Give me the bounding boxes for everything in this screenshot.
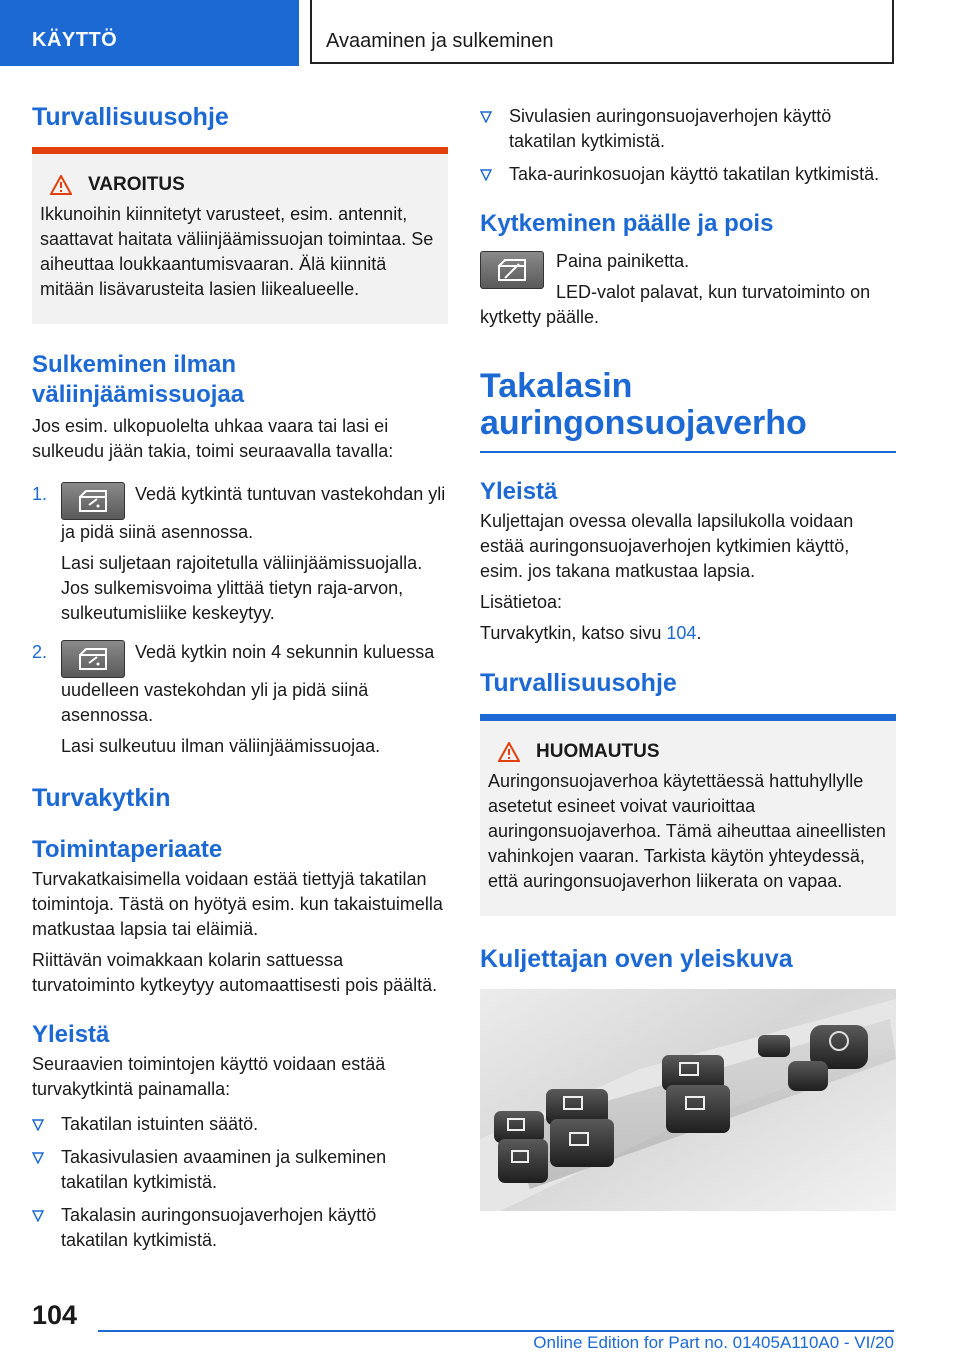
header-section-tab bbox=[0, 0, 299, 66]
notice-title-text: HUOMAUTUS bbox=[536, 740, 660, 762]
closing-heading: Sulkeminen ilman väliinjäämissuojaa bbox=[32, 351, 245, 409]
warning-title bbox=[40, 174, 440, 196]
step-text: Vedä kytkintä tuntuvan vastekohdan yli ja pidä siinä asennossa. bbox=[61, 484, 446, 543]
step-2 bbox=[32, 640, 448, 759]
safety-switch-heading: Turvakytkin bbox=[32, 784, 171, 813]
notice-box bbox=[480, 714, 896, 916]
principle-paragraph-1: Turvakatkaisimella voidaan estää tiettyjä takatilan toimintoja. Tästä on hyötyä esim. kun takaistuimella matkustaa lapsia tai eläimiä. bbox=[32, 868, 443, 939]
window-switch-icon bbox=[61, 482, 125, 520]
principle-heading: Toimintaperiaate bbox=[32, 835, 223, 863]
general-heading: Yleistä bbox=[32, 1020, 110, 1048]
list-item-text: Takasivulasien avaaminen ja sulkeminen takatilan kytkimistä. bbox=[61, 1146, 387, 1192]
list-item-text: Takatilan istuinten säätö. bbox=[61, 1113, 259, 1134]
step-number: 1. bbox=[32, 484, 48, 505]
step-text: Vedä kytkin noin 4 sekunnin kuluessa uudelleen vastekohdan yli ja pidä siinä asennossa. bbox=[61, 642, 435, 726]
right-column bbox=[480, 92, 896, 1211]
onoff-heading: Kytkeminen päälle ja pois bbox=[480, 210, 774, 237]
notice-text: Auringonsuojaverhoa käytettäessä hattuhyllylle asetetut esineet voivat vaurioittaa auringonsuojaverhoa. Tämä aiheuttaa aineellisten vahinkojen vaaran. Tarkista käytön yhteydessä, että auringonsuojaverhon liikerata on vapaa. bbox=[488, 770, 886, 891]
header-chapter-tab bbox=[310, 0, 894, 64]
warning-title-text: VAROITUS bbox=[88, 174, 185, 196]
bullet-triangle-icon bbox=[32, 1119, 44, 1131]
onoff-block bbox=[480, 249, 896, 330]
step-note: Lasi suljetaan rajoitetulla väliinjäämissuojalla. Jos sulkemisvoima ylittää tietyn raja-arvon, sulkeutumisliike keskeytyy. bbox=[61, 553, 423, 624]
bullet-triangle-icon bbox=[480, 169, 492, 181]
closing-intro: Jos esim. ulkopuolelta uhkaa vaara tai lasi ei sulkeudu jään takia, toimi seuraavalla tavalla: bbox=[32, 416, 394, 462]
rear-safety-heading: Turvallisuusohje bbox=[480, 669, 677, 698]
principle-paragraph-2: Riittävän voimakkaan kolarin sattuessa turvatoiminto kytkeytyy automaattisesti pois päältä. bbox=[32, 949, 438, 995]
list-item bbox=[32, 1145, 448, 1195]
list-item-text: Sivulasien auringonsuojaverhojen käyttö takatilan kytkimistä. bbox=[509, 106, 832, 151]
bullet-triangle-icon bbox=[32, 1210, 44, 1222]
notice-title bbox=[488, 741, 888, 763]
warning-text: Ikkunoihin kiinnitetyt varusteet, esim. antennit, saattavat haitata väliinjäämissuojan toimintaa. Se aiheuttaa loukkaantumisvaaran. Älä kiinnitä mitään lisävarusteita lasien liikealueelle. bbox=[40, 204, 434, 300]
chapter-heading: Takalasin auringonsuojaverho bbox=[480, 368, 896, 453]
footer-divider bbox=[98, 1330, 894, 1332]
list-item bbox=[480, 104, 896, 154]
rear-general-heading: Yleistä bbox=[480, 478, 558, 506]
warning-triangle-icon bbox=[50, 175, 72, 195]
list-item-text: Takalasin auringonsuojaverhojen käyttö takatilan kytkimistä. bbox=[61, 1204, 377, 1250]
bullet-triangle-icon bbox=[32, 1152, 44, 1164]
safety-heading: Turvallisuusohje bbox=[32, 103, 229, 131]
crossref-prefix: Turvakytkin, katso sivu bbox=[480, 623, 667, 644]
step-number: 2. bbox=[32, 642, 48, 663]
notice-triangle-icon bbox=[498, 742, 520, 762]
page-number: 104 bbox=[32, 1300, 78, 1330]
safety-switch-icon bbox=[480, 251, 544, 289]
list-item bbox=[32, 1112, 448, 1137]
general-intro: Seuraavien toimintojen käyttö voidaan estää turvakytkintä painamalla: bbox=[32, 1053, 386, 1099]
crossref-suffix: . bbox=[696, 623, 702, 644]
rear-general-paragraph-2: Lisätietoa: bbox=[480, 592, 563, 613]
step-1 bbox=[32, 482, 448, 626]
door-panel-photo bbox=[480, 989, 896, 1211]
warning-box bbox=[32, 147, 448, 324]
door-switch-illustration bbox=[480, 989, 896, 1211]
left-column bbox=[32, 92, 448, 1253]
rear-general-paragraph-3 bbox=[480, 621, 896, 646]
header-section-label: KÄYTTÖ bbox=[32, 29, 118, 51]
onoff-paragraph-1: Paina painiketta. bbox=[556, 251, 690, 271]
list-item-text: Taka-aurinkosuojan käyttö takatilan kytkimistä. bbox=[509, 164, 880, 184]
edition-note: Online Edition for Part no. 01405A110A0 - VI/20 bbox=[533, 1333, 894, 1352]
list-item bbox=[32, 1203, 448, 1253]
rear-general-paragraph-1: Kuljettajan ovessa olevalla lapsilukolla voidaan estää auringonsuojaverhojen kytkimien käyttö, esim. jos takana matkustaa lapsia. bbox=[480, 511, 854, 582]
window-switch-icon bbox=[61, 640, 125, 678]
header-chapter-label: Avaaminen ja sulkeminen bbox=[326, 30, 554, 52]
page-link[interactable]: 104 bbox=[666, 623, 697, 644]
bullet-triangle-icon bbox=[480, 111, 492, 123]
list-item bbox=[480, 162, 896, 187]
overview-heading: Kuljettajan oven yleiskuva bbox=[480, 944, 793, 973]
step-note: Lasi sulkeutuu ilman väliinjäämissuojaa. bbox=[61, 736, 381, 757]
onoff-paragraph-2: LED-valot palavat, kun turvatoiminto on kytketty päälle. bbox=[480, 282, 871, 327]
